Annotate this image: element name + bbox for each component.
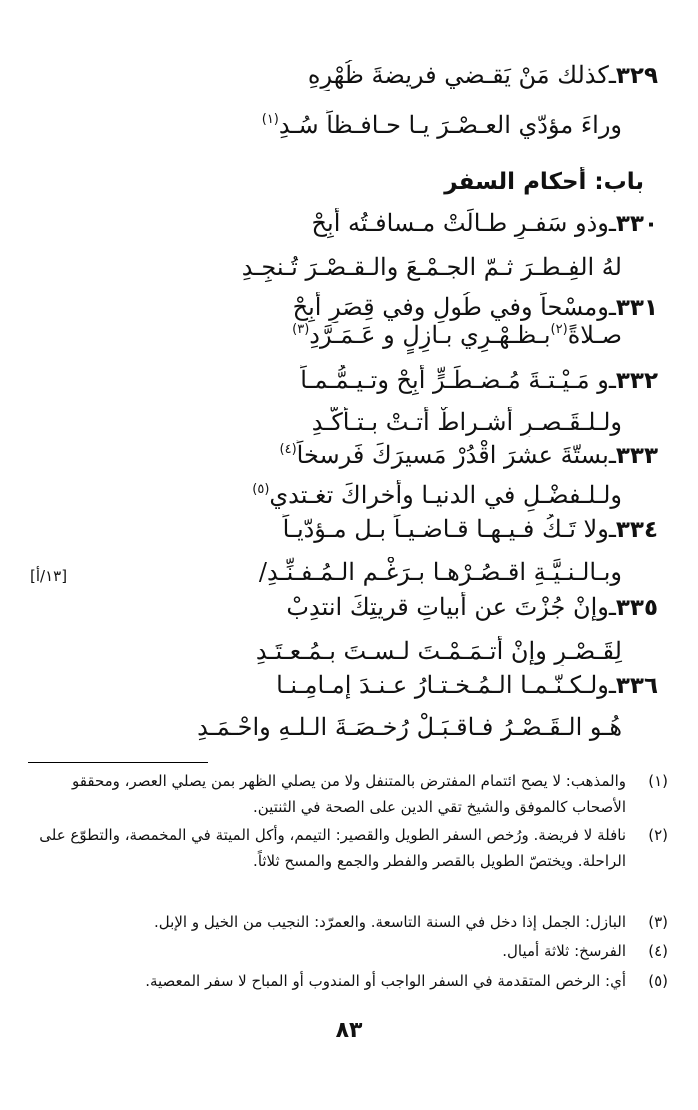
footnote-text: الفرسخ: ثلاثة أميال. (502, 942, 626, 960)
footnote-ref: (٥) (252, 482, 270, 497)
verse-text: لهُ الفِـطـرَ ثـمّ الجـمْـعَ والـقـصْـرَ تُـنجِـدِ (241, 253, 622, 281)
verse-text: لِقَـصْـرٍ وإنْ أتـمَـمْـتَ لـسـتَ بـمُـعـتَـدِ (255, 637, 622, 665)
verse-text: هُـو الـقَـصْـرُ فـاقـبَـلْ رُخـصَـةَ الـلـهِ واحْـمَـدِ (197, 713, 622, 741)
verse-line (0, 670, 698, 701)
footnote (28, 968, 668, 994)
verse-line (0, 480, 698, 515)
footnote-text: نافلة لا فريضة. ورُخص السفر الطويل والقصير: التيمم، وأكل الميتة في المخمصة، والتطوّع على الراحلة. ويختصّ الطويل بالقصر والفطر والجمع والمسح ثلاثاً. (39, 826, 626, 870)
verse-line (0, 110, 698, 145)
section-heading-line (0, 167, 698, 197)
footnote-number: (٥) (648, 972, 668, 990)
footnote-number: (١) (648, 772, 668, 790)
footnote (28, 909, 668, 935)
verse-separator: ـ (608, 61, 616, 89)
verse-line (0, 365, 698, 396)
verse-number: ٣٣٤ (615, 517, 658, 543)
verse-text: وذو سَفـرٍ طـالَتْ مـسافـتُه أبِحْ (311, 209, 609, 237)
verse-line (0, 514, 698, 545)
verse-text: ولـلـقَـصـرِ أشـراطٌ أتـتْ بـتـأكُّـدِ (311, 408, 622, 436)
footnote-number: (٣) (648, 913, 668, 931)
verse-line (0, 557, 698, 587)
verse-text: بستّةَ عشرَ اقْدُرْ مَسيرَكَ فَرسخاً (296, 441, 609, 469)
verse-text: وإنْ جُزْتَ عن أبياتِ قريتِكَ انتدِبْ (286, 593, 609, 621)
footnote-text: أي: الرخص المتقدمة في السفر الواجب أو المندوب أو المباح لا سفر المعصية. (145, 972, 626, 990)
verse-line (0, 712, 698, 742)
verse-line (0, 440, 698, 475)
footnote-ref: (١) (261, 112, 279, 127)
verse-number: ٣٣٠ (615, 211, 658, 237)
verse-number: ٣٣١ (615, 295, 658, 321)
verse-line (0, 292, 698, 323)
verse-text: ومسْحاً وفي طُولٍ وفي قِصَرٍ أبِحْ (292, 293, 609, 321)
footnote (28, 822, 668, 874)
footnote-divider (28, 762, 208, 763)
verse-number: ٣٣٣ (615, 443, 658, 469)
manuscript-folio-marker: [١٣/أ] (30, 567, 68, 585)
verse-text: و مَـيْـتـةَ مُـضـطَـرٍّ أبِحْ وتـيـمُّـمـاً (300, 366, 609, 394)
verse-separator: ـ (608, 515, 616, 543)
verse-number: ٣٣٦ (615, 673, 658, 699)
verse-separator: ـ (608, 209, 616, 237)
verse-text: ولـلـفضْـلِ في الدنيـا وأُخراكَ تغـتدي (269, 481, 622, 509)
footnote-text: والمذهب: لا يصح ائتمام المفترض بالمتنفل ولا من يصلي الظهر بمن يصلي العصر، ومحققو الأصحاب كالموفق والشيخ تقي الدين على الصحة في الثنتين. (72, 772, 626, 816)
section-heading: باب: أحكام السفر (444, 169, 644, 195)
footnote-ref: (٣) (292, 322, 310, 337)
verse-text: ولـكـنّـمـا الـمُـخـتـارُ عـنـدَ إمـامِـنـا (276, 671, 609, 699)
verse-separator: ـ (608, 441, 616, 469)
footnote-text: البازل: الجمل إذا دخل في السنة التاسعة. والعمرّد: النجيب من الخيل و الإبل. (154, 913, 626, 931)
verse-number: ٣٣٥ (615, 595, 658, 621)
verse-separator: ـ (608, 293, 616, 321)
footnote (28, 768, 668, 820)
verse-number: ٣٢٩ (615, 63, 658, 89)
verse-line (0, 636, 698, 666)
footnote-number: (٤) (648, 942, 668, 960)
verse-text: صـلاةً (567, 321, 622, 349)
verse-line (0, 60, 698, 91)
footnote (28, 938, 668, 964)
verse-line (0, 320, 698, 355)
footnote-ref: (٢) (550, 322, 568, 337)
verse-text: ولا تَـكُ فـيـهـا قـاضـيـاً بـل مـؤدّيـاً (282, 515, 609, 543)
verse-text: وراءَ مؤدّي العـصْـرَ يـا حـافـظاً سُـدِ (278, 111, 622, 139)
verse-separator: ـ (608, 593, 616, 621)
verse-text: بـظـهْـرِي بـازِلٍ و عَـمَـرَّدِ (309, 321, 551, 349)
verse-line (0, 407, 698, 437)
footnote-ref: (٤) (279, 442, 297, 457)
footnote-number: (٢) (648, 826, 668, 844)
verse-separator: ـ (608, 366, 616, 394)
verse-text: وبـالـنـيَّـةِ اقـصُـرْهـا بـرَغْـمِ الـمُـفـنِّـدِ/ (258, 558, 622, 586)
page-number: ٨٣ (335, 1018, 363, 1043)
verse-line (0, 592, 698, 623)
verse-number: ٣٣٢ (615, 368, 658, 394)
verse-text: كذلك مَنْ يَقـضي فريضةَ ظُهْرِهِ (307, 61, 609, 89)
verse-separator: ـ (608, 671, 616, 699)
verse-line (0, 252, 698, 282)
verse-line (0, 208, 698, 239)
